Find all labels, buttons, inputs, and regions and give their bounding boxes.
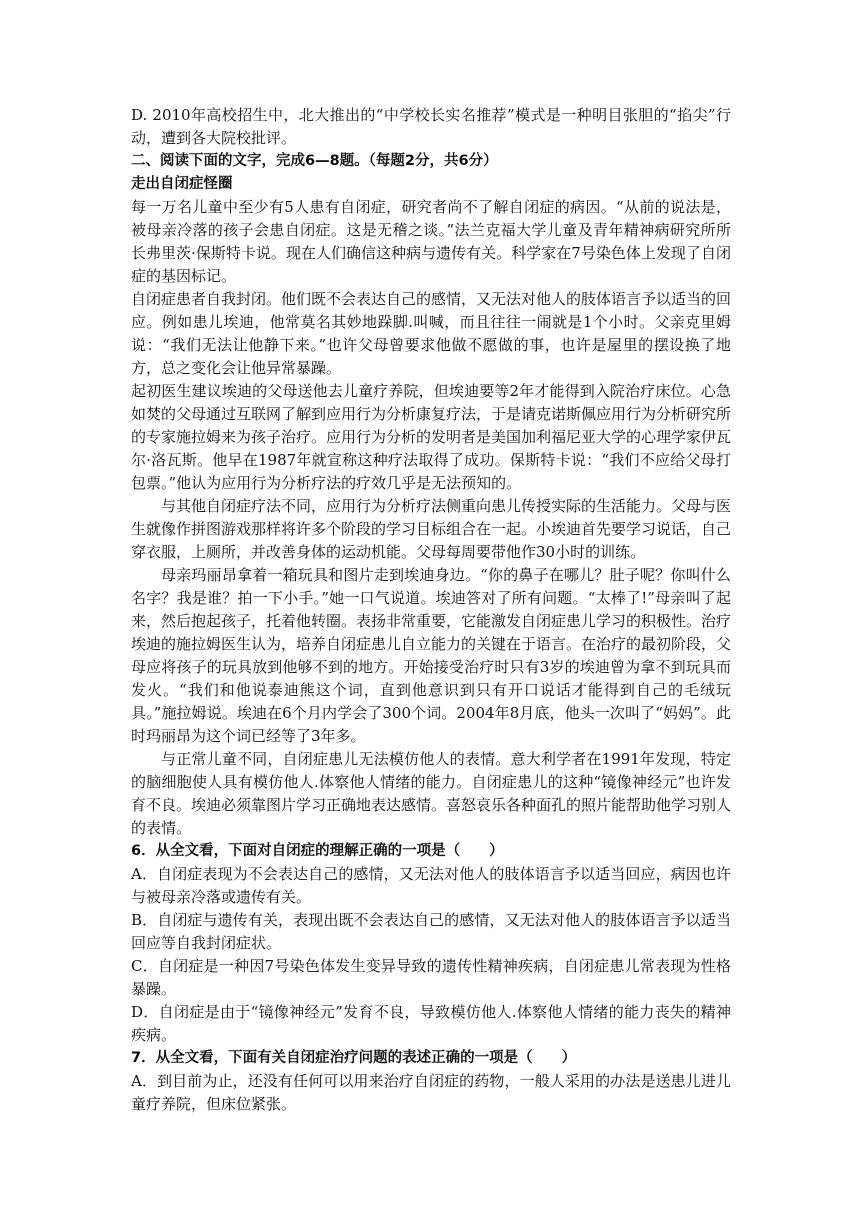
paragraph-3: 起初医生建议埃迪的父母送他去儿童疗养院，但埃迪要等2年才能得到入院治疗床位。心急如焚的父母通过互联网了解到应用行为分析康复疗法，于是请克诺斯佩应用行为分析研究所的专家施拉姆来为孩子治疗。应用行为分析的发明者是美国加利福尼亚大学的心理学家伊瓦尔·洛瓦斯。他早在1987年就宣称这种疗法取得了成功。保斯特卡说：“我们不应给父母打包票。”他认为应用行为分析疗法的疗效几乎是无法预知的。 [131, 382, 732, 492]
paragraph-6: 与正常儿童不同，自闭症患儿无法模仿他人的表情。意大利学者在1991年发现，特定的脑细胞使人具有模仿他人.体察他人情绪的能力。自闭症患儿的这种“镜像神经元”也许发育不良。埃迪必须靠图片学习正确地表达感情。喜怒哀乐各种面孔的照片能帮助他学习别人的表情。 [131, 750, 732, 837]
paragraph-2: 自闭症患者自我封闭。他们既不会表达自己的感情，又无法对他人的肢体语言予以适当的回应。例如患儿埃迪，他常莫名其妙地跺脚.叫喊，而且往往一闹就是1个小时。父亲克里姆说：“我们无法让他静下来。”也许父母曾要求他做不愿做的事，也许是屋里的摆设换了地方，总之变化会让他异常暴躁。 [131, 290, 732, 377]
paragraph-1: 每一万名儿童中至少有5人患有自闭症，研究者尚不了解自闭症的病因。“从前的说法是，被母亲冷落的孩子会患自闭症。这是无稽之谈。”法兰克福大学儿童及青年精神病研究所所长弗里茨·保斯特卡说。现在人们确信这种病与遗传有关。科学家在7号染色体上发现了自闭症的基因标记。 [131, 198, 731, 285]
option-d-top: D. 2010年高校招生中，北大推出的“中学校长实名推荐”模式是一种明目张胆的“掐尖”行动，遭到各大院校批评。 [131, 106, 731, 147]
paragraph-4: 与其他自闭症疗法不同，应用行为分析疗法侧重向患儿传授实际的生活能力。父母与医生就像作拼图游戏那样将许多个阶段的学习目标组合在一起。小埃迪首先要学习说话，自己穿衣服，上厕所，并改善身体的运动机能。父母每周要带他作30小时的训练。 [131, 497, 732, 561]
question-6-stem: 6．从全文看，下面对自闭症的理解正确的一项是（ ） [131, 843, 504, 859]
question-6-option-d: D．自闭症是由于“镜像神经元”发育不良，导致模仿他人.体察他人情绪的能力丧失的精神疾病。 [131, 1003, 731, 1044]
paragraph-5: 母亲玛丽昂拿着一箱玩具和图片走到埃迪身边。“你的鼻子在哪儿？肚子呢？你叫什么名字？我是谁？拍一下小手。”她一口气说道。埃迪答对了所有问题。“太棒了!”母亲叫了起来，然后抱起孩子，托着他转圈。表扬非常重要，它能激发自闭症患儿学习的积极性。治疗埃迪的施拉姆医生认为，培养自闭症患儿自立能力的关键在于语言。在治疗的最初阶段，父母应将孩子的玩具放到他够不到的地方。开始接受治疗时只有3岁的埃迪曾为拿不到玩具而发火。“我们和他说泰迪熊这个词，直到他意识到只有开口说话才能得到自己的毛绒玩具。”施拉姆说。埃迪在6个月内学会了300个词。2004年8月底，他头一次叫了“妈妈”。此时玛丽昂为这个词已经等了3年多。 [131, 566, 732, 745]
article-title: 走出自闭症怪圈 [131, 176, 233, 192]
question-6-option-c: C．自闭症是一种因7号染色体发生变异导致的遗传性精神疾病，自闭症患儿常表现为性格暴躁。 [131, 957, 731, 998]
document-page [131, 104, 731, 1116]
question-7-stem: 7．从全文看，下面有关自闭症治疗问题的表述正确的一项是（ ） [131, 1050, 577, 1066]
question-6-option-b: B．自闭症与遗传有关，表现出既不会表达自己的感情，又无法对他人的肢体语言予以适当回应等自我封闭症状。 [131, 911, 731, 952]
question-6-option-a: A．自闭症表现为不会表达自己的感情，又无法对他人的肢体语言予以适当回应，病因也许与被母亲冷落或遗传有关。 [131, 865, 731, 906]
question-7-option-a: A．到目前为止，还没有任何可以用来治疗自闭症的药物，一般人采用的办法是送患儿进儿童疗养院，但床位紧张。 [131, 1072, 731, 1113]
section-heading: 二、阅读下面的文字，完成6—8题。（每题2分，共6分） [131, 153, 498, 169]
